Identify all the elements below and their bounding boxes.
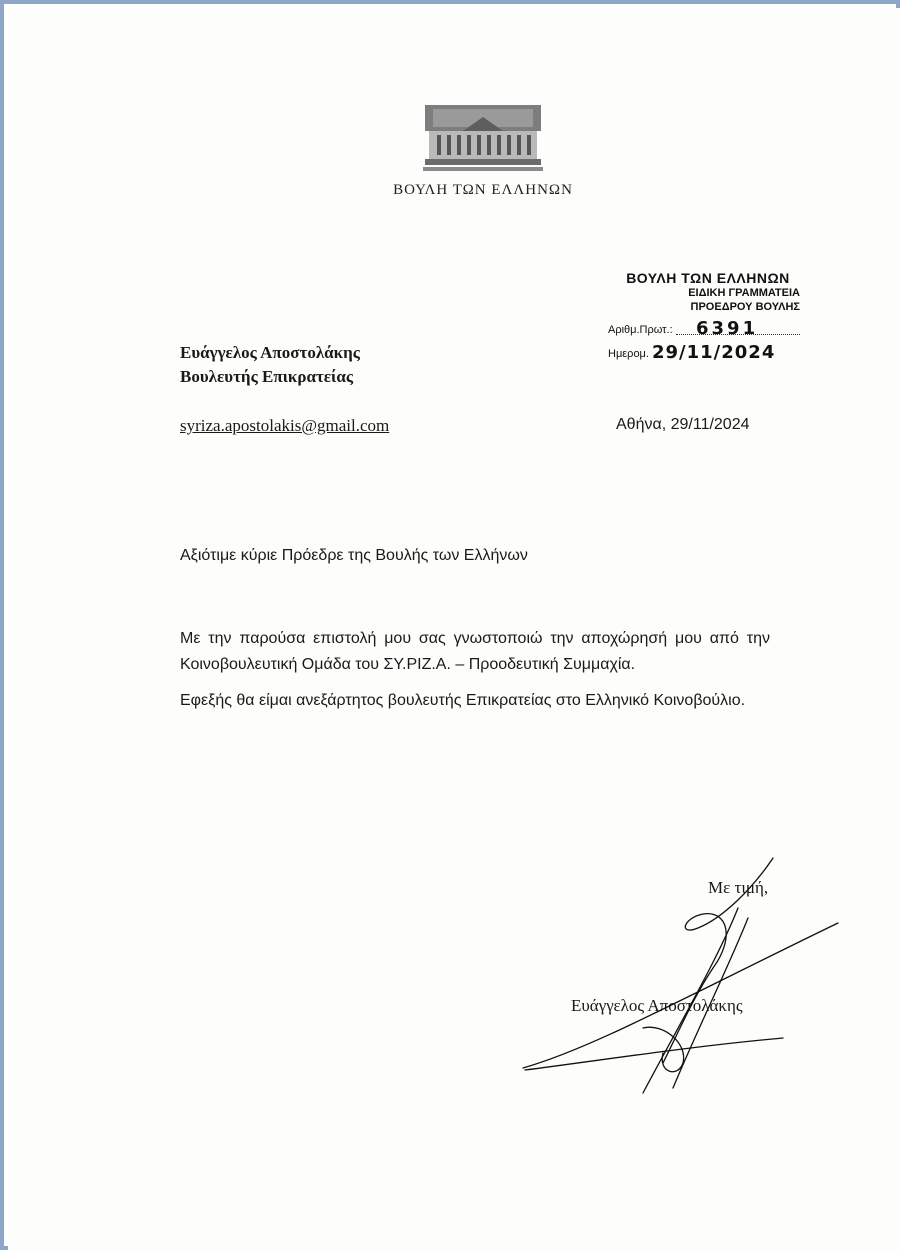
letter-page (8, 8, 900, 1250)
stamp-date-label: Ημερομ. (608, 348, 649, 360)
sender-name: Ευάγγελος Αποστολάκης (180, 343, 360, 362)
stamp-protocol-value: 6391 (696, 318, 759, 339)
body-paragraph-2: Εφεξής θα είμαι ανεξάρτητος βουλευτής Επικρατείας στο Ελληνικό Κοινοβούλιο. (180, 692, 746, 709)
sender-block (180, 341, 360, 389)
closing: Με τιμή, (708, 878, 769, 897)
salutation: Αξιότιμε κύριε Πρόεδρε της Βουλής των Ελλήνων (180, 547, 528, 564)
place-date: Αθήνα, 29/11/2024 (616, 416, 750, 433)
stamp-line-1: ΕΙΔΙΚΗ ΓΡΑΜΜΑΤΕΙΑ (688, 287, 800, 299)
handwritten-signature (513, 848, 843, 1108)
stamp-protocol-label: Αριθμ.Πρωτ.: (608, 324, 673, 336)
stamp-title: ΒΟΥΛΗ ΤΩΝ ΕΛΛΗΝΩΝ (626, 270, 790, 286)
stamp-date-value: 29/11/2024 (652, 342, 776, 363)
body-paragraph-1: Με την παρούσα επιστολή μου σας γνωστοποιώ την αποχώρησή μου από την Κοινοβουλευτική Ομάδα του ΣΥ.ΡΙΖ.Α. – Προοδευτική Συμμαχία. (180, 630, 770, 673)
sender-email-link[interactable]: syriza.apostolakis@gmail.com (180, 416, 390, 435)
sender-title: Βουλευτής Επικρατείας (180, 367, 353, 386)
parliament-building-icon (423, 103, 543, 175)
registration-stamp (608, 270, 808, 362)
stamp-date-field (608, 342, 808, 362)
stamp-line-2: ΠΡΟΕΔΡΟΥ ΒΟΥΛΗΣ (690, 301, 800, 313)
signed-name: Ευάγγελος Αποστολάκης (571, 996, 743, 1015)
parliament-name: ΒΟΥΛΗ ΤΩΝ ΕΛΛΗΝΩΝ (393, 182, 573, 198)
stamp-protocol-field (608, 318, 808, 338)
letter-body (180, 626, 770, 724)
